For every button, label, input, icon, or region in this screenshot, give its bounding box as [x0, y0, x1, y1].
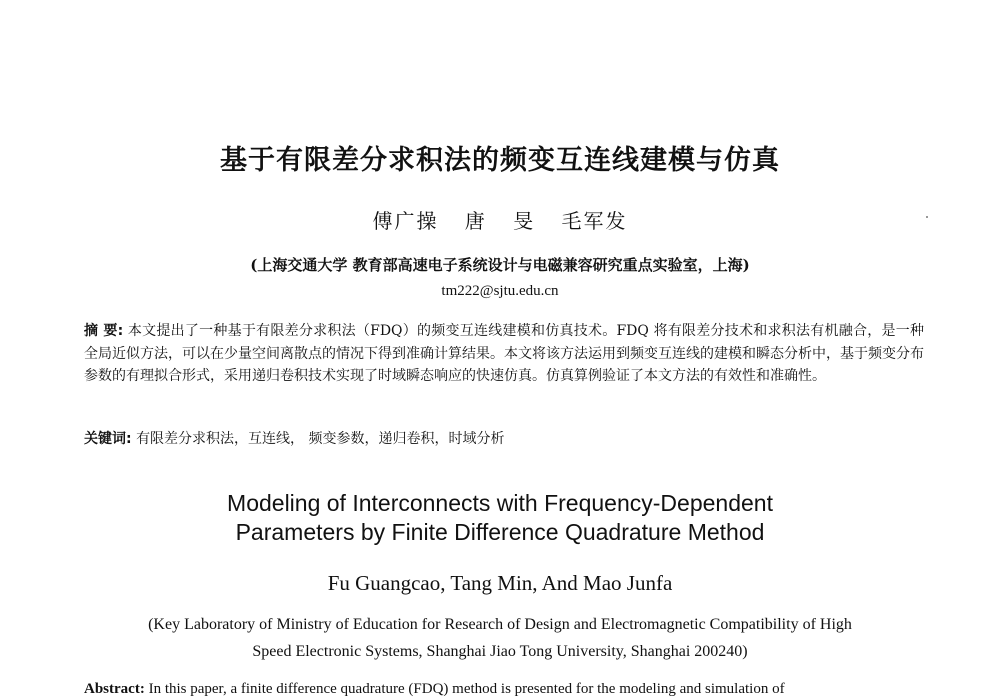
chinese-abstract-label: 摘 要:: [84, 323, 124, 339]
english-title-line-1: Modeling of Interconnects with Frequency-Dependent: [227, 490, 773, 516]
english-abstract-text: In this paper, a finite difference quadrature (FDQ) method is presented for the modeling and simulation of: [148, 681, 785, 697]
chinese-authors: 傅广操 唐 旻 毛军发: [372, 209, 628, 233]
scan-speck: [926, 216, 928, 218]
chinese-affiliation: (上海交通大学 教育部高速电子系统设计与电磁兼容研究重点实验室，上海): [250, 256, 750, 274]
author-email: tm222@sjtu.edu.cn: [441, 283, 559, 299]
chinese-keywords: [84, 428, 505, 448]
english-abstract: [84, 681, 944, 698]
english-title: [0, 489, 1000, 547]
chinese-abstract: [84, 320, 924, 388]
english-authors: Fu Guangcao, Tang Min, And Mao Junfa: [327, 571, 673, 595]
chinese-title: 基于有限差分求积法的频变互连线建模与仿真: [220, 145, 780, 176]
chinese-abstract-text: 本文提出了一种基于有限差分求积法（FDQ）的频变互连线建模和仿真技术。FDQ 将有限差分技术和求积法有机融合，是一种全局近似方法，可以在少量空间离散点的情况下得到准确计算结果。本文将该方法运用到频变互连线的建模和瞬态分析中，基于频变分布参数的有理拟合形式，采用递归卷积技术实现了时域瞬态响应的快速仿真。仿真算例验证了本文方法的有效性和准确性。: [84, 323, 924, 384]
english-affiliation: [0, 611, 1000, 665]
english-affiliation-line-1: (Key Laboratory of Ministry of Education for Research of Design and Electromagnetic Compatibility of High: [148, 616, 852, 633]
chinese-keywords-text: 有限差分求积法，互连线， 频变参数，递归卷积，时域分析: [136, 431, 505, 447]
english-affiliation-line-2: Speed Electronic Systems, Shanghai Jiao Tong University, Shanghai 200240): [252, 643, 748, 660]
english-title-line-2: Parameters by Finite Difference Quadrature Method: [235, 519, 765, 545]
english-abstract-label: Abstract:: [84, 681, 145, 697]
chinese-keywords-label: 关键词:: [84, 431, 132, 447]
